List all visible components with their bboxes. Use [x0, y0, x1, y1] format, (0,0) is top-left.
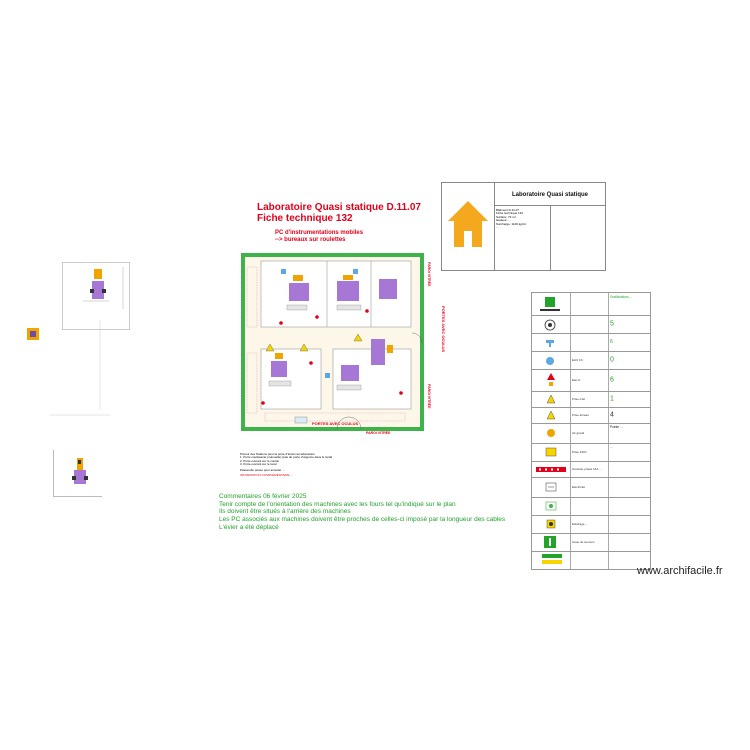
legend-count: 6: [610, 339, 613, 345]
comment-line: Les PC associés aux machines doivent être proches de celles-ci imposé par la longueur des cables: [219, 516, 506, 524]
plan-label-right-mid: PORTES AVEC OCULUS: [441, 306, 446, 353]
info-card-line: Surface: 73 m²: [496, 214, 516, 219]
plan-subtitle-line2: --> bureaux sur roulettes: [275, 237, 346, 243]
plan-title-line1: Laboratoire Quasi statique D.11.07: [257, 202, 421, 213]
cold-water-icon: [544, 355, 556, 367]
plan-subtitle-line1: PC d'instrumentations mobiles: [275, 230, 364, 236]
comment-line: Tenir compte de l'orientation des machines avec les fours tel qu'indiqué sur le plan: [219, 500, 456, 508]
legend-label: Air grand: [572, 431, 585, 435]
info-card-line: Fiche technique 132: [496, 211, 524, 216]
plan-label-bottom: PORTES AVEC OCULUS: [312, 421, 359, 426]
legend-row: [532, 369, 650, 392]
legend-note: Pointe ...: [610, 425, 623, 429]
network-icon: [545, 501, 557, 511]
grid-icon: [540, 296, 560, 312]
legend-label: Eclairage ...: [572, 522, 588, 526]
comment-line: L'évier a été déplacé: [219, 523, 279, 531]
plan-notes: [240, 453, 470, 477]
plan-red-note: INFORMATION COMPLÉMENTAIRE ...: [240, 473, 293, 478]
plan-label-right-low: PAROI VITRÉE: [427, 384, 431, 409]
legend-note: Gratifications ...: [610, 295, 633, 299]
info-card-line: ...: [496, 225, 499, 230]
plan-title: [257, 202, 421, 224]
water-tap-icon: [544, 337, 556, 349]
legend-label: EAU FC: [572, 358, 584, 362]
plan-subtitle: [275, 230, 363, 244]
info-card: [441, 182, 606, 271]
legend-count: 1: [610, 395, 614, 403]
legend-label: Goulotte prises 16A ...: [572, 467, 602, 471]
legend-label: Electricité: [572, 485, 586, 489]
legend-label: Prise 230V: [572, 450, 587, 454]
legend-count: 4: [610, 411, 614, 419]
legend-label: Issue de secours: [572, 540, 595, 544]
legend-note: ...: [610, 445, 613, 449]
legend-row: [532, 551, 650, 569]
legend-row: [532, 477, 650, 498]
info-card-line: Hauteur: ...: [496, 218, 511, 223]
comments-heading: Commentaires 06 février 2025: [219, 493, 307, 500]
legend-count: 6: [610, 376, 614, 384]
plan-note: Prévoir des fixations pour la porte d'accès au laboratoire: [240, 452, 315, 456]
legend-row: [532, 391, 650, 408]
info-card-title: Laboratoire Quasi statique: [512, 192, 589, 198]
power-outlet-icon: [545, 447, 557, 457]
comment-line: Ils doivent être situés à l'arrière des machines: [219, 508, 351, 516]
legend-row: [532, 423, 650, 444]
dimension-lines: [40, 320, 120, 420]
shower-icon: [542, 554, 562, 566]
floor-plan: [241, 253, 424, 431]
emergency-exit-icon: [544, 536, 556, 548]
target-icon: [544, 319, 556, 331]
legend-table: [531, 292, 651, 570]
house-icon: [446, 199, 490, 249]
legend-row: [532, 497, 650, 516]
info-card-lines: [496, 209, 550, 229]
legend-count: 0: [610, 356, 614, 364]
legend-label: Prise d'air: [572, 397, 586, 401]
detail-sketch-small: [27, 326, 39, 347]
compressed-air-icon: [545, 427, 557, 439]
legend-row: [532, 515, 650, 534]
plan-title-line2: Fiche technique 132: [257, 213, 353, 224]
air-outlet-icon: [546, 394, 556, 404]
legend-row: [532, 443, 650, 462]
plan-note: 2. Porte ouvrant sur le couloir: [240, 458, 280, 463]
info-card-line: Surcharge: 1100 kg/m²: [496, 221, 527, 226]
legend-label: Eau fc: [572, 378, 581, 382]
legend-count: 5: [610, 320, 614, 328]
plan-note: 1. Porte coulissante (manuelle) (pas de porte d'urgence dans le local): [240, 455, 333, 460]
plan-label-bottom-right: PAROI VITRÉE: [366, 431, 391, 435]
plan-label-right-top: PAROI VITRÉE: [427, 262, 431, 287]
legend-row: [532, 533, 650, 552]
comments-block: [219, 493, 529, 532]
water-drop-icon: [546, 372, 556, 388]
legend-label: Prise air/eau: [572, 413, 589, 417]
plan-note-extra: Passerelle posée pour accéder ...: [240, 467, 285, 472]
legend-row: [532, 293, 650, 316]
watermark: www.archifacile.fr: [637, 565, 723, 577]
detail-sketch-bottom: [53, 450, 102, 497]
air-water-icon: [546, 410, 556, 420]
lighting-icon: [546, 519, 556, 529]
plan-note: 3. Porte ouvrant sur le local: [240, 462, 277, 467]
legend-row: [532, 407, 650, 424]
info-card-line: Bâtiment D.11.07: [496, 208, 519, 212]
legend-row: [532, 351, 650, 370]
legend-row: [532, 333, 650, 352]
legend-row: [532, 315, 650, 334]
electricity-icon: [545, 482, 557, 492]
power-strip-icon: [536, 467, 566, 472]
legend-row: [532, 461, 650, 478]
